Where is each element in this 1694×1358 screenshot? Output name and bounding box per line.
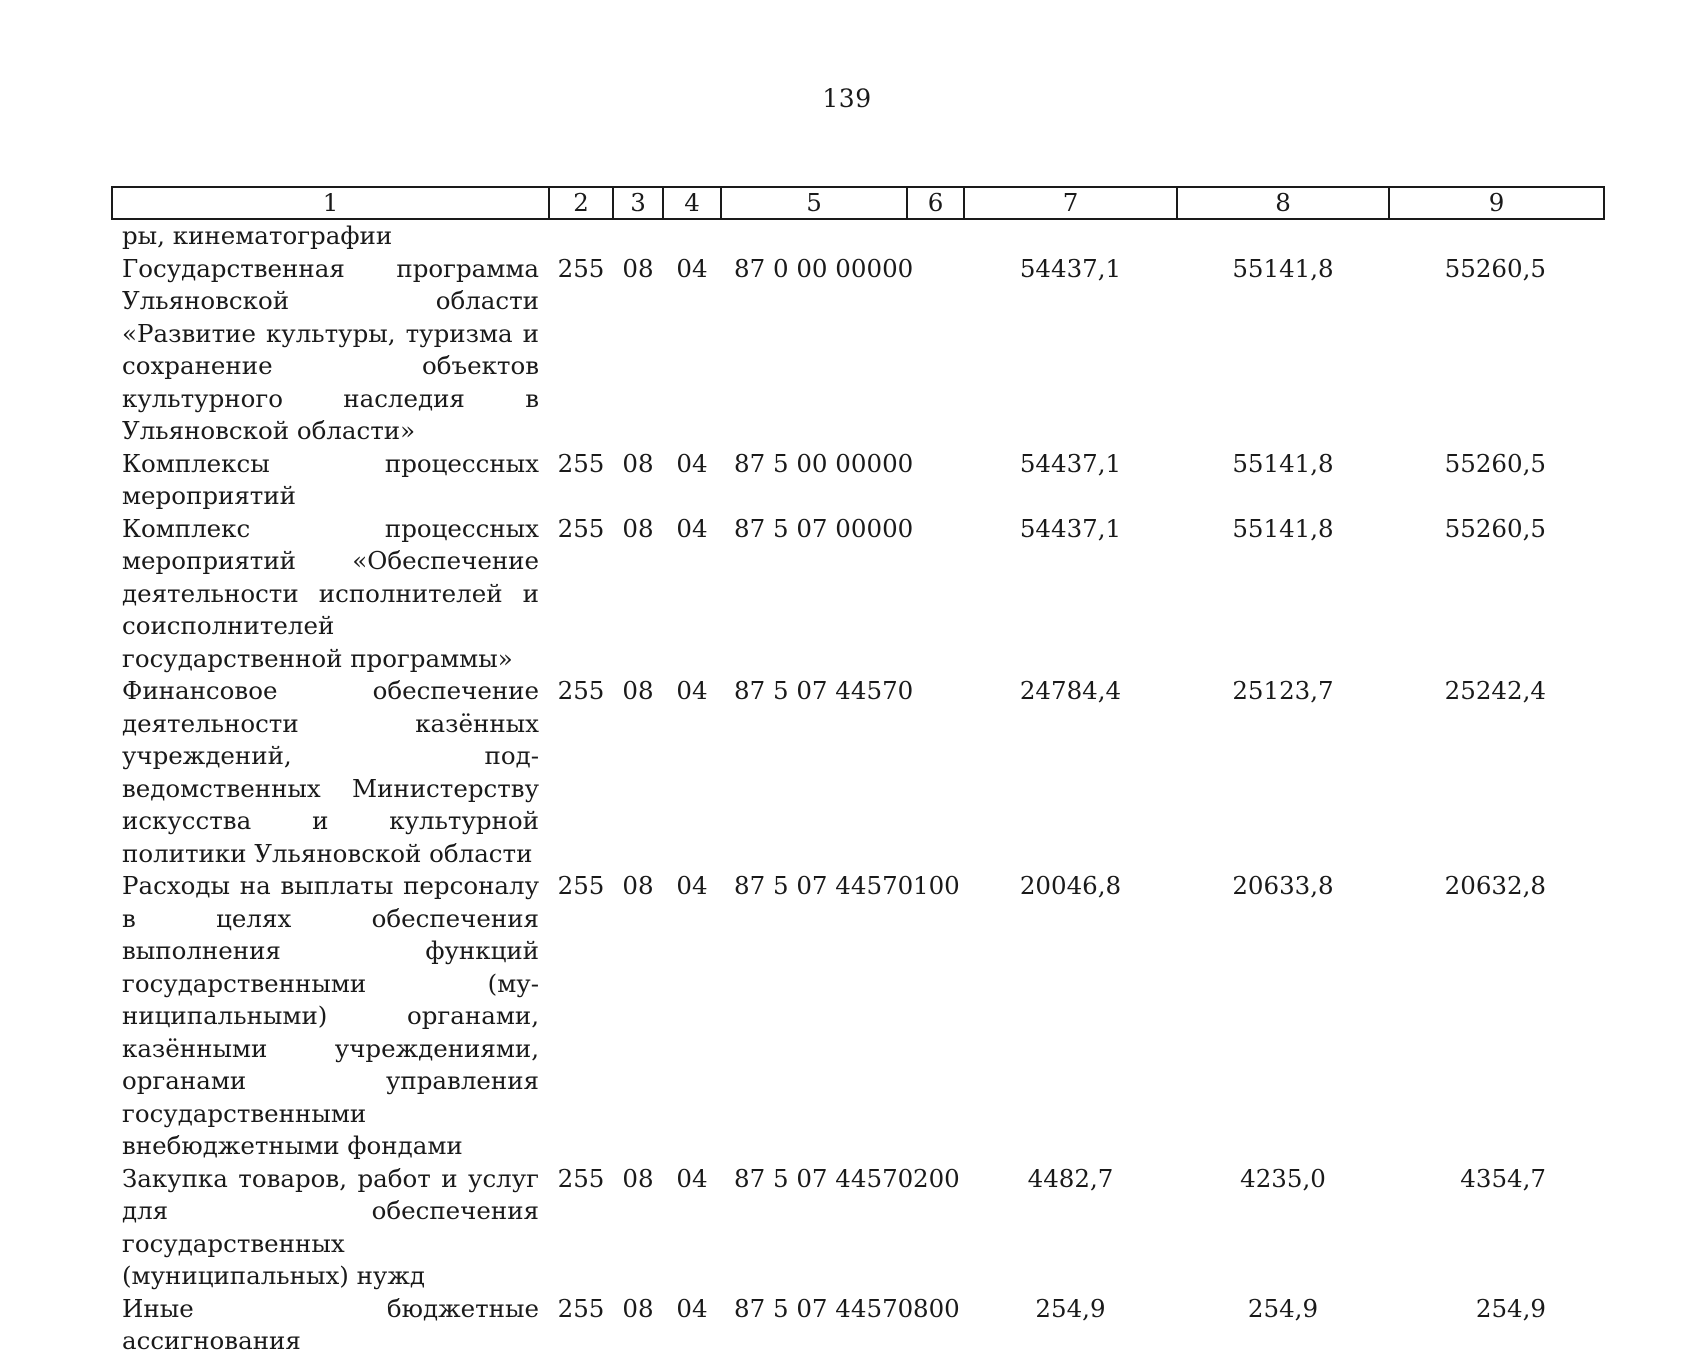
- row-gr: 255: [557, 1293, 605, 1323]
- row-gr: 255: [557, 448, 605, 478]
- row-rz: 08: [622, 1293, 654, 1323]
- row-vr: [907, 219, 964, 253]
- row-pr: 04: [676, 676, 708, 705]
- row-csr: 87 5 00 00000: [734, 448, 914, 478]
- row-description: Расходы на выплаты персоналу в целях обеспечения выполнения функций государственными (муниципальными) органами, казёнными учреждениями, органами управления государственными внебюджетными фондами: [122, 871, 539, 1160]
- row-csr: 87 5 07 44570: [734, 1293, 914, 1323]
- row-amount-3: 55260,5: [1444, 448, 1546, 478]
- row-pr: 04: [676, 253, 708, 283]
- row-csr: 87 0 00 00000: [734, 253, 914, 283]
- column-header-9: 9: [1389, 187, 1604, 219]
- row-gr: 255: [557, 253, 605, 283]
- row-description: Иные бюджетные ассигнования: [122, 1293, 539, 1355]
- column-header-4: 4: [663, 187, 721, 219]
- row-rz: 08: [622, 253, 654, 283]
- header-row: [112, 187, 1604, 219]
- row-gr: 255: [557, 513, 605, 543]
- row-amount-3: 55260,5: [1444, 253, 1546, 283]
- row-csr: [721, 219, 907, 253]
- row-rz: 08: [622, 676, 654, 705]
- row-amount-1: 54437,1: [1019, 253, 1122, 283]
- row-vr: 100: [913, 871, 960, 900]
- row-amount-1: 4482,7: [1027, 1163, 1114, 1193]
- row-amount-3: 20632,8: [1444, 871, 1546, 900]
- table-row: [112, 513, 1604, 676]
- column-header-3: 3: [613, 187, 663, 219]
- row-description: Финансовое обеспечение деятельности казённых учреждений, подведомственных Министерству искусства и культурной политики Ульяновской области: [122, 676, 539, 868]
- row-description: Комплекс процессных мероприятий «Обеспечение деятельности исполнителей и соисполнителей государственной программы»: [122, 513, 539, 673]
- row-pr: 04: [676, 513, 708, 543]
- row-gr: 255: [557, 1163, 605, 1193]
- table-row: [112, 448, 1604, 513]
- row-csr: 87 5 07 44570: [734, 676, 914, 705]
- table-row: [112, 253, 1604, 448]
- table-body: [112, 219, 1604, 1358]
- row-amount-2: 55141,8: [1232, 448, 1334, 478]
- row-pr: [663, 219, 721, 253]
- row-amount-2: 20633,8: [1232, 871, 1334, 900]
- row-amount-1: 24784,4: [1019, 676, 1122, 705]
- table-row: [112, 675, 1604, 870]
- column-header-6: 6: [907, 187, 964, 219]
- row-rz: [613, 219, 663, 253]
- row-description: Государственная программа Ульяновской области «Развитие культуры, туризма и сохранение объектов культурного наследия в Ульяновской области»: [122, 253, 539, 445]
- row-vr: [907, 448, 964, 513]
- row-amount-2: 254,9: [1247, 1293, 1319, 1323]
- row-vr: 800: [913, 1293, 960, 1323]
- table-row: [112, 219, 1604, 253]
- row-rz: 08: [622, 513, 654, 543]
- column-header-7: 7: [964, 187, 1177, 219]
- row-amount-1: 54437,1: [1019, 513, 1122, 543]
- row-pr: 04: [676, 1293, 708, 1323]
- table-row: [112, 870, 1604, 1163]
- row-gr: 255: [557, 871, 605, 900]
- row-amount-3: [1389, 219, 1604, 253]
- row-description: ры, кинематографии: [122, 221, 393, 250]
- table-header: [112, 187, 1604, 219]
- row-pr: 04: [676, 1163, 708, 1193]
- row-gr: 255: [557, 676, 605, 705]
- row-csr: 87 5 07 44570: [734, 1163, 914, 1193]
- budget-table: [111, 186, 1605, 1358]
- row-description: Закупка товаров, работ и услуг для обеспечения государственных (муниципальных) нужд: [122, 1163, 539, 1290]
- row-pr: 04: [676, 448, 708, 478]
- row-rz: 08: [622, 1163, 654, 1193]
- row-amount-2: 4235,0: [1240, 1163, 1326, 1193]
- row-description: Комплексы процессных мероприятий: [122, 448, 539, 510]
- row-rz: 08: [622, 871, 654, 900]
- row-amount-3: 55260,5: [1444, 513, 1546, 543]
- row-vr: [907, 253, 964, 448]
- column-header-2: 2: [549, 187, 613, 219]
- column-header-1: 1: [112, 187, 549, 219]
- row-amount-3: 25242,4: [1444, 676, 1546, 705]
- row-amount-2: 55141,8: [1232, 253, 1334, 283]
- table-row: [112, 1293, 1604, 1358]
- row-rz: 08: [622, 448, 654, 478]
- row-amount-1: 254,9: [1035, 1293, 1106, 1323]
- row-pr: 04: [676, 871, 708, 900]
- row-amount-2: 25123,7: [1232, 676, 1334, 705]
- row-amount-1: [964, 219, 1177, 253]
- column-header-5: 5: [721, 187, 907, 219]
- row-amount-3: 254,9: [1475, 1293, 1546, 1323]
- row-amount-1: 20046,8: [1019, 871, 1122, 900]
- row-amount-2: 55141,8: [1232, 513, 1334, 543]
- row-amount-2: [1177, 219, 1389, 253]
- row-csr: 87 5 07 44570: [734, 871, 914, 900]
- row-csr: 87 5 07 00000: [734, 513, 914, 543]
- page-number: 139: [822, 84, 872, 113]
- row-amount-1: 54437,1: [1019, 448, 1122, 478]
- table-row: [112, 1163, 1604, 1293]
- row-amount-3: 4354,7: [1460, 1163, 1546, 1193]
- column-header-8: 8: [1177, 187, 1389, 219]
- row-vr: [907, 675, 964, 870]
- row-vr: 200: [913, 1163, 960, 1193]
- row-gr: [549, 219, 613, 253]
- row-vr: [907, 513, 964, 676]
